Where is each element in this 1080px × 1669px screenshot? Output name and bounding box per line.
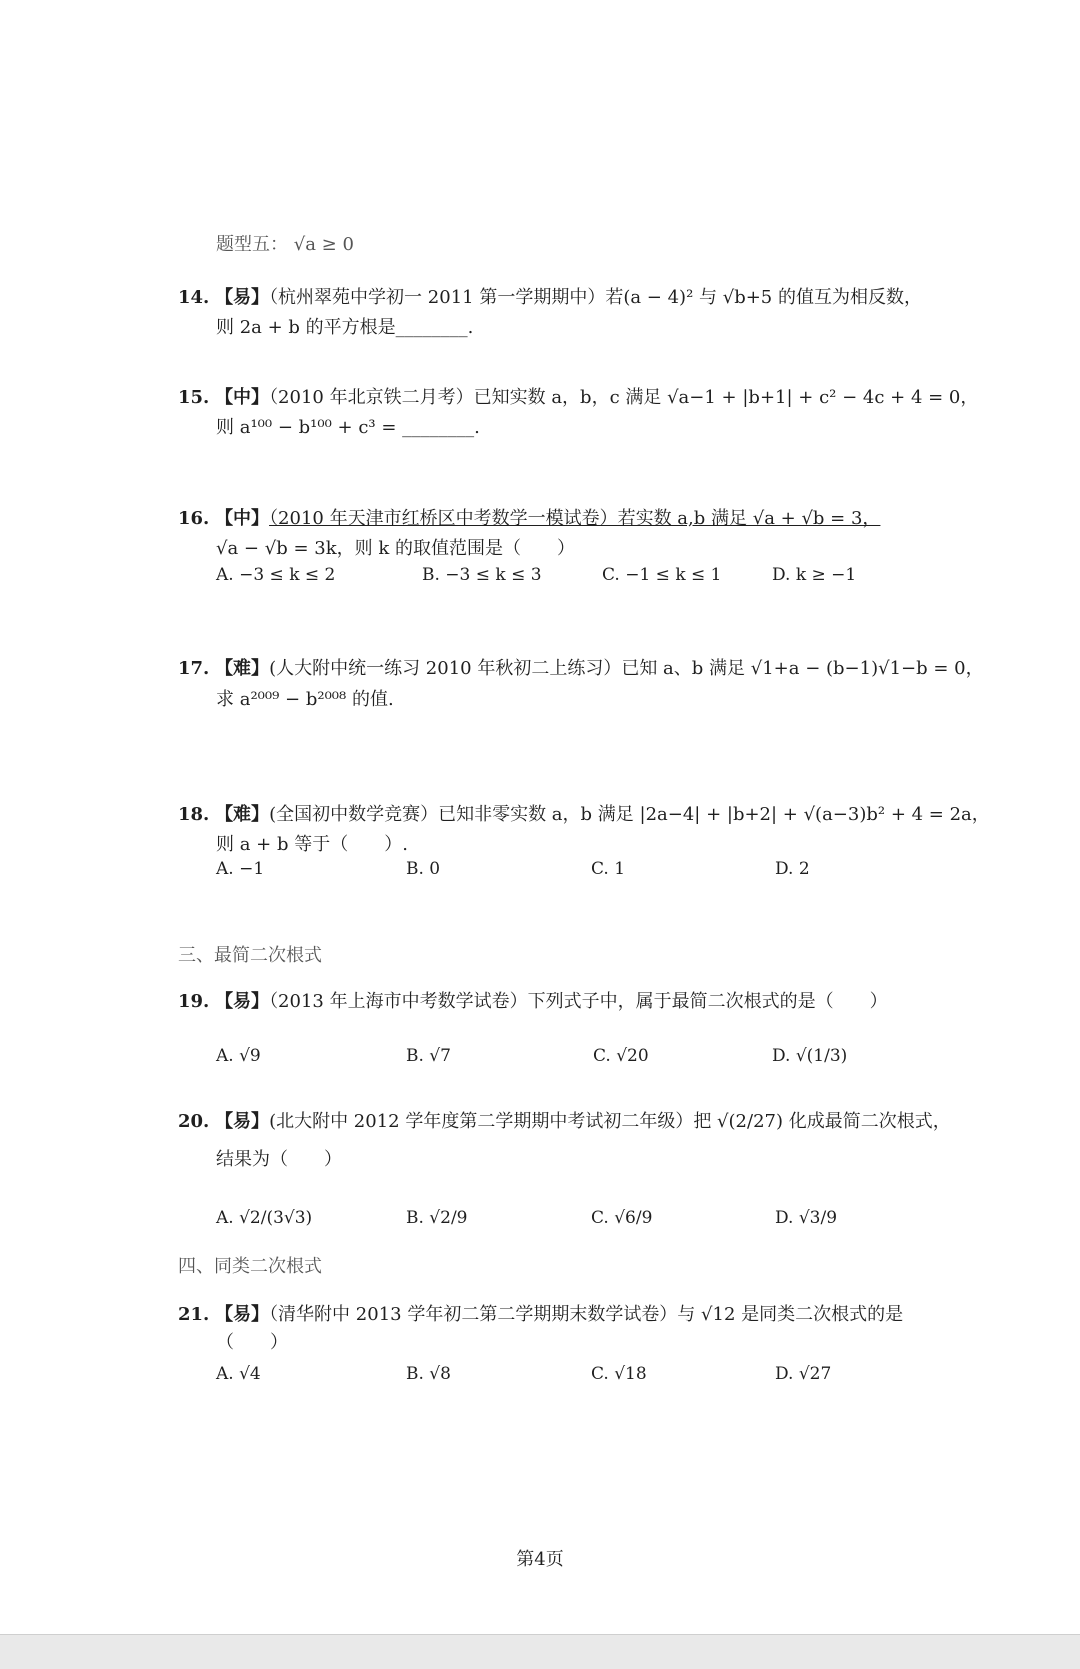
difficulty-tag: 【易】 [215,287,270,308]
q20-option-c: C. √6/9 [591,1208,653,1228]
q18-option-a: A. −1 [216,859,265,879]
q21-option-b: B. √8 [406,1364,451,1384]
q21-option-a: A. √4 [216,1364,261,1384]
scan-edge [0,1634,1080,1669]
q18-option-d: D. 2 [775,859,810,879]
question-15-line2: 则 a¹⁰⁰ − b¹⁰⁰ + c³ = ________. [216,417,480,438]
difficulty-tag: 【难】 [215,804,270,825]
difficulty-tag: 【中】 [215,508,270,529]
question-18: 18. 【难】(全国初中数学竞赛）已知非零实数 a，b 满足 |2a−4| + |b+2| + √(a−3)b² + 4 = 2a， [178,804,990,825]
q19-option-b: B. √7 [406,1046,451,1066]
question-20-line2: 结果为（ ） [216,1149,342,1170]
difficulty-tag: 【易】 [215,991,270,1012]
q18-option-c: C. 1 [591,859,626,879]
section-heading-3: 三、最简二次根式 [178,945,322,966]
q20-option-a: A. √2/(3√3) [216,1208,313,1228]
question-18-line2: 则 a + b 等于（ ）. [216,834,408,855]
question-17: 17. 【难】(人大附中统一练习 2010 年秋初二上练习）已知 a、b 满足 √1+a − (b−1)√1−b = 0， [178,658,984,679]
question-20: 20. 【易】(北大附中 2012 学年度第二学期期中考试初二年级）把 √(2/27) 化成最简二次根式， [178,1111,951,1132]
q19-option-a: A. √9 [216,1046,261,1066]
q16-option-c: C. −1 ≤ k ≤ 1 [602,565,722,585]
difficulty-tag: 【易】 [215,1111,270,1132]
q19-option-c: C. √20 [593,1046,649,1066]
difficulty-tag: 【中】 [215,387,270,408]
question-17-line2: 求 a²⁰⁰⁹ − b²⁰⁰⁸ 的值. [216,689,394,710]
question-16-line2: √a − √b = 3k，则 k 的取值范围是（ ） [216,538,575,559]
q21-option-c: C. √18 [591,1364,647,1384]
q20-option-b: B. √2/9 [406,1208,468,1228]
q16-option-b: B. −3 ≤ k ≤ 3 [422,565,542,585]
q20-option-d: D. √3/9 [775,1208,838,1228]
question-21-line2: （ ） [216,1332,288,1353]
question-14: 14. 【易】（杭州翠苑中学初一 2011 第一学期期中）若(a − 4)² 与 √b+5 的值互为相反数， [178,287,922,308]
section-formula: √a ≥ 0 [293,234,354,255]
q16-option-d: D. k ≥ −1 [772,565,857,585]
question-14-line2: 则 2a + b 的平方根是________. [216,317,474,338]
difficulty-tag: 【难】 [215,658,270,679]
page-number: 第4页 [516,1549,564,1570]
question-21: 21. 【易】（清华附中 2013 学年初二第二学期期末数学试卷）与 √12 是同类二次根式的是 [178,1304,904,1325]
question-15: 15. 【中】（2010 年北京铁二月考）已知实数 a，b，c 满足 √a−1 + |b+1| + c² − 4c + 4 = 0， [178,387,979,408]
q19-option-d: D. √(1/3) [772,1046,848,1066]
question-19: 19. 【易】（2013 年上海市中考数学试卷）下列式子中，属于最简二次根式的是（ ） [178,991,888,1012]
question-16: 16. 【中】（2010 年天津市红桥区中考数学一模试卷）若实数 a,b 满足 √a + √b = 3， [178,508,881,529]
section-heading-5: 题型五： √a ≥ 0 [216,234,354,255]
q16-option-a: A. −3 ≤ k ≤ 2 [216,565,336,585]
q21-option-d: D. √27 [775,1364,832,1384]
q18-option-b: B. 0 [406,859,441,879]
section-heading-4: 四、同类二次根式 [178,1256,322,1277]
difficulty-tag: 【易】 [215,1304,270,1325]
